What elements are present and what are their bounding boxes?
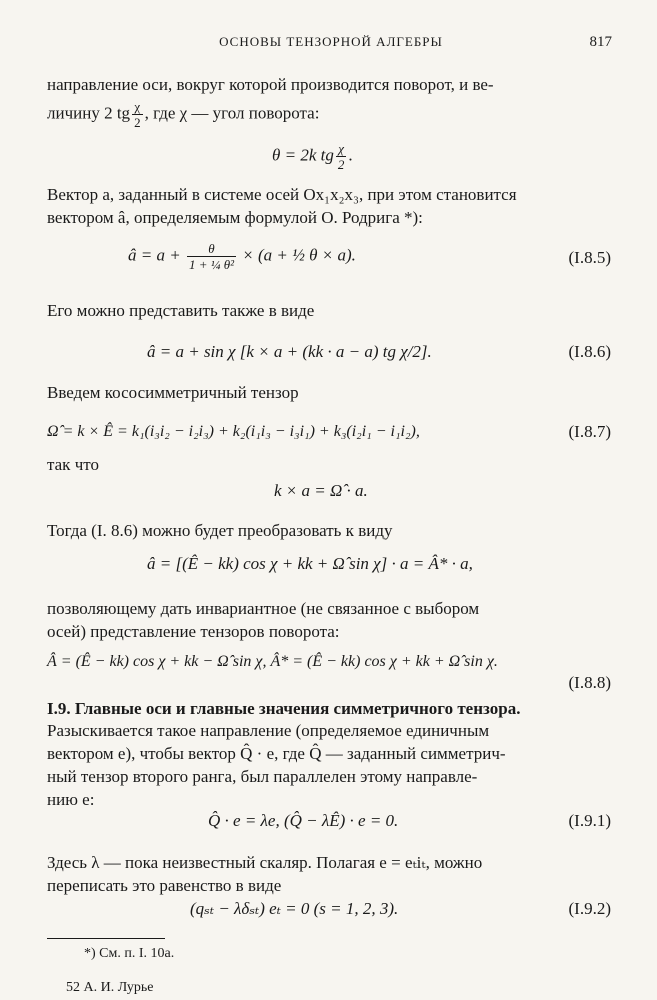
paragraph-line: Разыскивается такое направление (определяемое единичным bbox=[47, 721, 490, 740]
fraction-numerator: χ bbox=[132, 99, 143, 115]
equation-number: (I.9.2) bbox=[568, 899, 611, 918]
paragraph-line: ный тензор второго ранга, был параллелен этому направле- bbox=[47, 767, 478, 786]
equation-text: × (a + ½ θ × a). bbox=[242, 245, 356, 265]
equation-1-8-6: â = a + sin χ [k × a + (kk · a − a) tg χ/2]. bbox=[147, 342, 432, 361]
equation-text: θ = 2k tg bbox=[272, 145, 334, 165]
page-number: 817 bbox=[589, 34, 612, 50]
equation-number: (I.8.5) bbox=[568, 248, 611, 267]
equation-number: (I.8.8) bbox=[568, 673, 611, 692]
equation-number: (I.8.7) bbox=[568, 422, 611, 441]
paragraph-line: Введем кососимметричный тензор bbox=[47, 383, 299, 402]
equation-theta: θ = 2k tg $\frac{\chi}{2}$ . bbox=[272, 141, 353, 172]
fraction-denominator: 2 bbox=[134, 115, 141, 130]
equation-text: â = a + bbox=[128, 245, 181, 265]
paragraph-line: вектором â, определяемым формулой О. Родрига *): bbox=[47, 208, 423, 227]
fraction-denominator: 2 bbox=[337, 157, 345, 172]
paragraph-line: Здесь λ — пока неизвестный скаляр. Полагая e = eₜiₜ, можно bbox=[47, 853, 483, 872]
paragraph-line: Его можно представить также в виде bbox=[47, 301, 315, 320]
text-fragment: , где χ — угол поворота: bbox=[144, 103, 320, 123]
fraction bbox=[336, 141, 347, 172]
fraction-numerator: χ bbox=[336, 141, 347, 157]
page-header bbox=[46, 34, 616, 56]
equation-number: (I.9.1) bbox=[568, 811, 611, 830]
fraction bbox=[187, 241, 236, 272]
paragraph-line bbox=[47, 99, 611, 130]
equation-number: (I.8.6) bbox=[568, 342, 611, 361]
equation-1-9-2: (qₛₜ − λδₛₜ) eₜ = 0 (s = 1, 2, 3). bbox=[190, 899, 399, 918]
equation-rotation: â = [(Ê − kk) cos χ + kk + Ω̂ sin χ] · a = Â* · a, bbox=[147, 554, 473, 573]
footnote-rule bbox=[47, 938, 165, 939]
paragraph-line: позволяющему дать инвариантное (не связанное с выбором bbox=[47, 599, 480, 618]
equation-1-8-8: Â = (Ê − kk) cos χ + kk − Ω̂ sin χ, Â* = (Ê − kk) cos χ + kk + Ω̂ sin χ. bbox=[47, 653, 498, 670]
text-fragment: личину 2 tg bbox=[47, 103, 131, 123]
printer-signature: 52 А. И. Лурье bbox=[66, 980, 154, 995]
running-title: ОСНОВЫ ТЕНЗОРНОЙ АЛГЕБРЫ bbox=[219, 34, 443, 49]
paragraph-line: осей) представление тензоров поворота: bbox=[47, 622, 340, 641]
paragraph-line: Тогда (I. 8.6) можно будет преобразовать к виду bbox=[47, 521, 393, 540]
paragraph-line: вектором e), чтобы вектор Q̂ · e, где Q̂ — заданный симметрич- bbox=[47, 744, 506, 763]
fraction-numerator: θ bbox=[187, 241, 236, 257]
fraction bbox=[132, 99, 143, 130]
equation-k-cross-a: k × a = Ω̂ · a. bbox=[274, 481, 368, 500]
paragraph-line: переписать это равенство в виде bbox=[47, 876, 282, 895]
footnote: *) См. п. I. 10а. bbox=[84, 946, 175, 961]
paragraph-line: так что bbox=[47, 455, 99, 474]
paragraph-line: Вектор a, заданный в системе осей Ox₁x₂x₃, при этом становится bbox=[47, 185, 517, 204]
paragraph-line: направление оси, вокруг которой производится поворот, и ве- bbox=[47, 75, 494, 94]
equation-1-8-5 bbox=[128, 241, 356, 272]
paragraph-line: нию e: bbox=[47, 790, 95, 809]
equation-1-9-1: Q̂ · e = λe, (Q̂ − λÊ) · e = 0. bbox=[208, 811, 399, 830]
fraction-denominator: 1 + ¼ θ² bbox=[188, 257, 235, 272]
section-title: I.9. Главные оси и главные значения симметричного тензора. bbox=[47, 699, 521, 718]
equation-1-8-7: Ω̂ = k × Ê = k₁(i₃i₂ − i₂i₃) + k₂(i₁i₃ − i₃i₁) + k₃(i₂i₁ − i₁i₂), bbox=[47, 423, 420, 440]
